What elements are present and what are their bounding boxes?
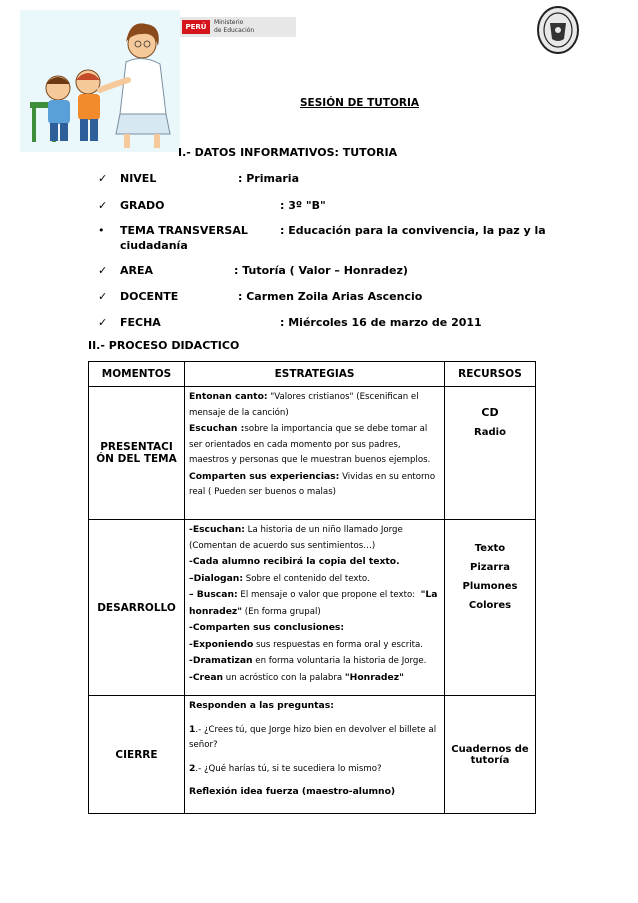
ministry-of-education-logo (180, 17, 296, 37)
strategies-desarrollo (185, 520, 445, 696)
moment-presentacion: PRESENTACI ÓN DEL TEMA (89, 387, 185, 520)
resource-item: Texto (474, 543, 506, 554)
field-value-grado: : 3º "B" (280, 199, 326, 212)
checkmark-icon: ✓ (98, 264, 108, 277)
field-value-fecha: : Miércoles 16 de marzo de 2011 (280, 316, 482, 329)
moment-desarrollo: DESARROLLO (89, 520, 185, 696)
strategy-text: (En forma grupal) (242, 606, 321, 617)
field-value-tema: : Educación para la convivencia, la paz y la (280, 224, 546, 237)
resources-desarrollo (445, 520, 536, 696)
strategy-bold: Entonan canto: (189, 391, 268, 402)
didactic-process-table (88, 361, 536, 814)
resource-item: Radio (474, 427, 506, 438)
checkmark-icon: ✓ (98, 290, 108, 303)
field-label-fecha: FECHA (120, 316, 161, 329)
strategy-bold: -Exponiendo (189, 638, 254, 650)
field-value-docente: : Carmen Zoila Arias Ascencio (238, 290, 423, 303)
field-label-area: AREA (120, 264, 154, 277)
col-header-momentos: MOMENTOS (89, 362, 185, 387)
field-label-grado: GRADO (120, 199, 165, 212)
strategy-bold: 1 (189, 723, 196, 735)
strategy-bold: – Buscan: (189, 589, 238, 600)
resources-cierre (445, 696, 536, 814)
strategy-bold-emphasis: "La honradez" (189, 589, 438, 617)
strategy-bold: -Comparten sus conclusiones: (189, 622, 345, 633)
strategy-bold: -Dramatizan (189, 655, 253, 666)
ministry-line2: de Educación (214, 27, 255, 34)
strategy-text: Vividas en su entorno real ( Pueden ser buenos o malas) (189, 471, 436, 497)
ministry-line1: Ministerio (214, 19, 244, 26)
strategy-text: sobre la importancia que se debe tomar al ser orientados en cada momento por sus padres, maestros y personas que le muestran buenos ejemplos. (189, 424, 431, 465)
strategy-bold: -Cada alumno recibirá la copia del texto. (189, 556, 400, 567)
resource-item: CD (481, 406, 499, 419)
resource-item: Colores (468, 600, 512, 611)
section2-heading: II.- PROCESO DIDACTICO (88, 339, 240, 352)
table-row (89, 520, 536, 696)
field-label-tema: TEMA TRANSVERSAL (120, 224, 248, 237)
col-header-recursos: RECURSOS (445, 362, 536, 387)
field-label-nivel: NIVEL (120, 172, 157, 185)
section1-heading: I.- DATOS INFORMATIVOS: TUTORIA (178, 146, 398, 159)
col-header-estrategias: ESTRATEGIAS (185, 362, 445, 387)
checkmark-icon: ✓ (98, 316, 108, 329)
session-title: SESIÓN DE TUTORIA (300, 97, 420, 109)
resource-item: Cuadernos de tutoría (451, 743, 529, 766)
strategy-text: "Valores cristianos" (Escenifican el mensaje de la canción) (189, 392, 419, 418)
table-row (89, 387, 536, 520)
strategy-bold: Escuchan : (189, 423, 245, 434)
strategy-text: .- ¿Crees tú, que Jorge hizo bien en devolver el billete al señor? (189, 724, 437, 750)
checkmark-icon: ✓ (98, 172, 108, 185)
resource-item: Pizarra (470, 562, 510, 573)
strategy-bold-emphasis: "Honradez" (344, 671, 404, 683)
strategy-text: El mensaje o valor que propone el texto: (237, 590, 416, 600)
field-label-tema-cont: ciudadanía (120, 239, 188, 252)
teacher-children-illustration (20, 10, 180, 152)
strategy-bold: Comparten sus experiencias: (189, 470, 340, 482)
peru-label: PERÚ (182, 20, 210, 34)
strategy-text: sus respuestas en forma oral y escrita. (253, 639, 424, 650)
strategy-text: La historia de un niño llamado Jorge (Comentan de acuerdo sus sentimientos…) (189, 525, 403, 551)
strategy-bold: -Escuchan: (189, 524, 245, 535)
strategy-bold: –Dialogan: (189, 572, 244, 584)
field-value-area: : Tutoría ( Valor – Honradez) (234, 264, 408, 277)
strategy-text: .- ¿Qué harías tú, si te sucediera lo mismo? (195, 763, 382, 774)
bullet-icon: • (98, 224, 105, 237)
strategy-text: en forma voluntaria la historia de Jorge. (252, 656, 427, 666)
strategies-presentacion (185, 387, 445, 520)
table-row (89, 696, 536, 814)
strategy-text: un acróstico con la palabra (223, 672, 345, 683)
strategy-bold: 2 (189, 762, 196, 774)
strategy-bold: Reflexión idea fuerza (maestro-alumno) (189, 786, 396, 797)
strategies-cierre (185, 696, 445, 814)
field-label-docente: DOCENTE (120, 290, 179, 303)
resources-presentacion (445, 387, 536, 520)
field-value-nivel: : Primaria (238, 172, 299, 185)
checkmark-icon: ✓ (98, 199, 108, 212)
strategy-bold: Responden a las preguntas: (189, 700, 334, 711)
strategy-text: Sobre el contenido del texto. (243, 573, 370, 584)
moment-cierre: CIERRE (89, 696, 185, 814)
strategy-bold: -Crean (189, 671, 224, 683)
table-header-row (89, 362, 536, 387)
institution-seal-icon (536, 5, 580, 55)
resource-item: Plumones (462, 581, 518, 592)
